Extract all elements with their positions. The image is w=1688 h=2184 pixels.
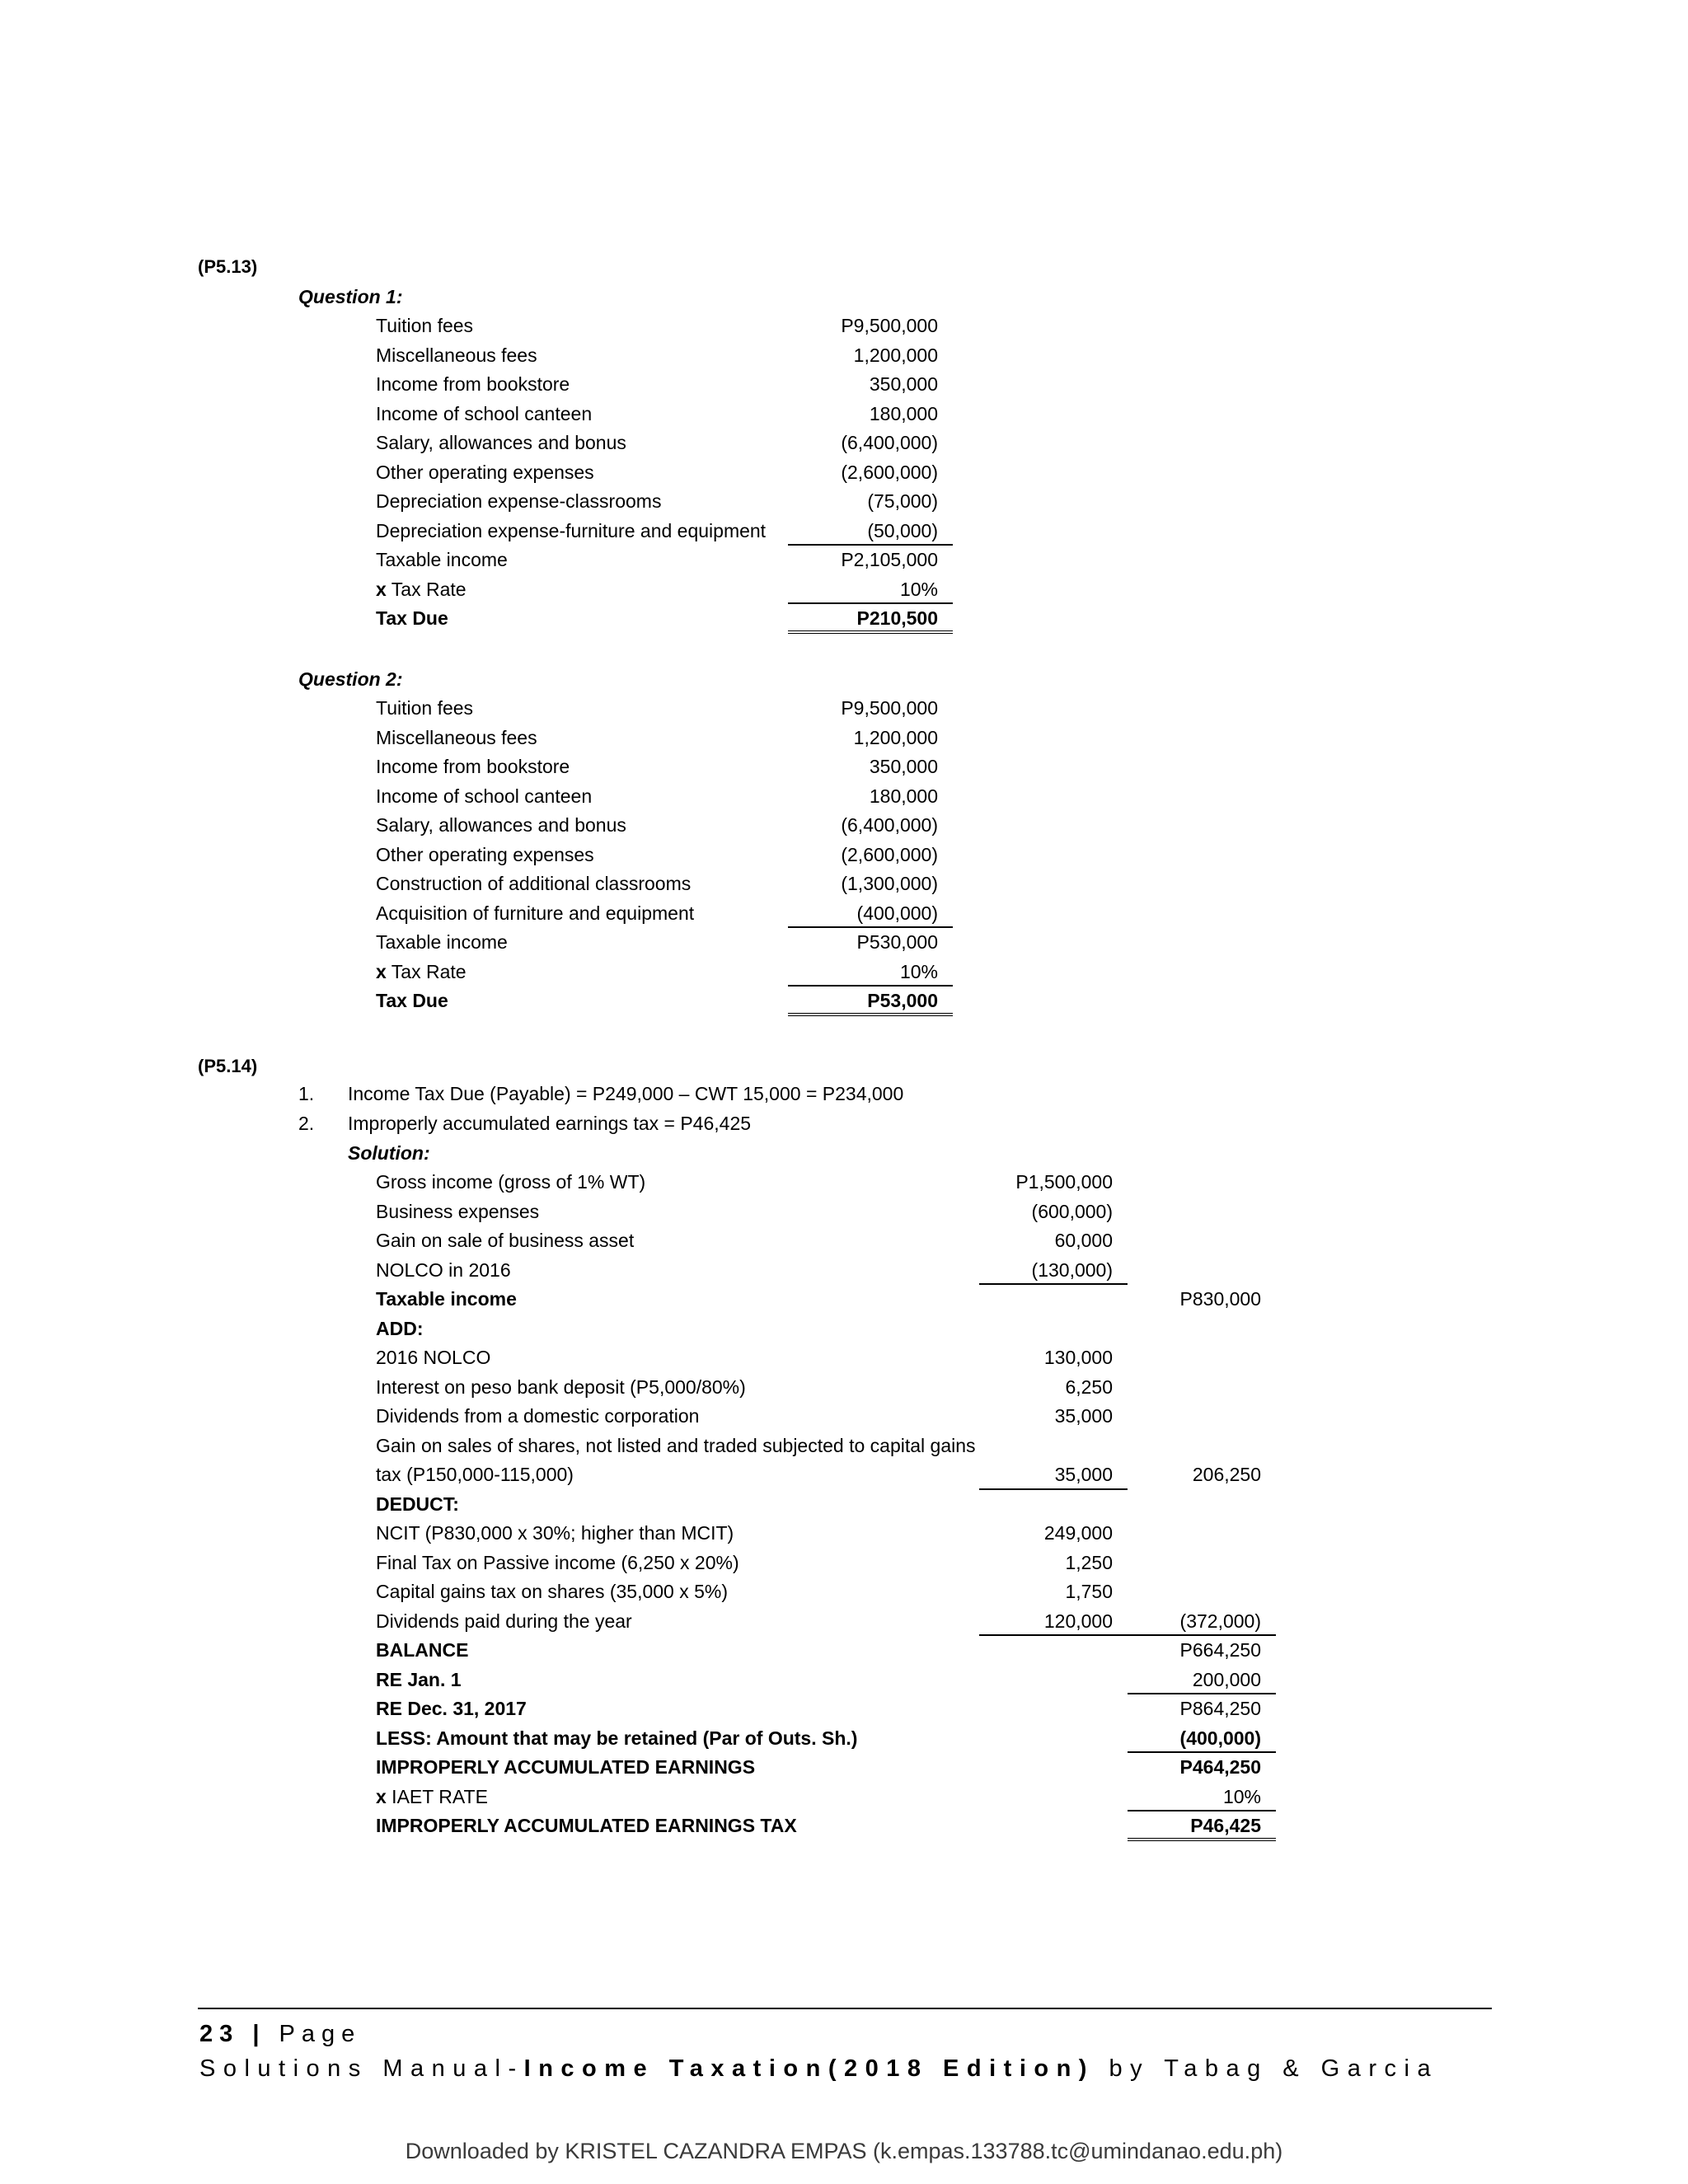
- question-1-title: Question 1:: [298, 286, 403, 307]
- table-row: Acquisition of furniture and equipment (400,000): [376, 899, 953, 929]
- table-row: Tuition fees P9,500,000: [376, 697, 938, 719]
- table-row: Dividends from a domestic corporation 35,000: [376, 1405, 1113, 1427]
- problem-label-p5-13: (P5.13): [198, 256, 258, 277]
- table-row: Construction of additional classrooms (1,300,000): [376, 873, 938, 894]
- table-row: Miscellaneous fees 1,200,000: [376, 726, 938, 748]
- table-row: Other operating expenses (2,600,000): [376, 843, 938, 865]
- solution-table: [376, 1168, 1282, 1841]
- table-row: RE Dec. 31, 2017 P864,250: [376, 1698, 1261, 1719]
- table-row: tax (P150,000-115,000) 35,000 206,250: [376, 1460, 1282, 1490]
- table-row: Income from bookstore 350,000: [376, 756, 938, 777]
- footer-divider: [198, 2008, 1492, 2009]
- table-row: Business expenses (600,000): [376, 1200, 1113, 1222]
- table-row: Gain on sale of business asset 60,000: [376, 1230, 1113, 1251]
- table-row: Final Tax on Passive income (6,250 x 20%) 1,250: [376, 1551, 1113, 1573]
- table-row: x Tax Rate 10%: [376, 575, 953, 605]
- table-row: BALANCE P664,250: [376, 1639, 1261, 1661]
- table-row: Depreciation expense-classrooms (75,000): [376, 490, 938, 512]
- table-row: Salary, allowances and bonus (6,400,000): [376, 814, 938, 836]
- table-row: Gain on sales of shares, not listed and traded subjected to capital gains: [376, 1434, 976, 1456]
- question-2-table: [376, 694, 953, 1016]
- table-row: Income from bookstore 350,000: [376, 373, 938, 395]
- table-row: NOLCO in 2016 (130,000): [376, 1256, 1282, 1286]
- table-row: Tax Due P210,500: [376, 604, 953, 634]
- table-row: DEDUCT:: [376, 1493, 459, 1515]
- table-row: ADD:: [376, 1317, 424, 1339]
- table-row: IMPROPERLY ACCUMULATED EARNINGS TAX P46,425: [376, 1811, 1282, 1841]
- table-row: Tuition fees P9,500,000: [376, 315, 938, 336]
- table-row: Dividends paid during the year 120,000 (372,000): [376, 1607, 1282, 1637]
- question-1-table: [376, 312, 953, 634]
- question-2-title: Question 2:: [298, 668, 403, 690]
- problem-label-p5-14: (P5.14): [198, 1056, 258, 1076]
- table-row: Income of school canteen 180,000: [376, 785, 938, 807]
- table-row: IMPROPERLY ACCUMULATED EARNINGS P464,250: [376, 1756, 1261, 1778]
- table-row: x IAET RATE 10%: [376, 1783, 1282, 1812]
- table-row: Taxable income P530,000: [376, 931, 938, 953]
- table-row: 2016 NOLCO 130,000: [376, 1347, 1113, 1368]
- solution-title: Solution:: [348, 1142, 430, 1164]
- table-row: NCIT (P830,000 x 30%; higher than MCIT) 249,000: [376, 1522, 1113, 1544]
- page-number-footer: 23 | Page: [199, 2021, 362, 2047]
- table-row: Taxable income P2,105,000: [376, 549, 938, 570]
- document-page: (P5.13) Question 1: Tuition fees P9,500,000 Miscellaneous fees 1,200,000 Income from bookstore 350,000 Income of school canteen 180,000 Salary, allowances and bonus (6,400,000) Other operating expenses (2,600,000) Depreciation expense-classrooms (75,000) Depreciation expense-furniture and equipment (50,000) Taxable income P2,105,000 x Tax Rate 10% Tax Due P210,500 Question 2: Tuition fees P9,500,000 Miscellaneous fees 1,200,000 Income from bookstore 350,000 Income of school canteen 180,000 Salary, allowances and bonus (6,400,000) Other operating expenses (2,600,000) Construction of additional classrooms (1,300,000) Acquisition of furniture and equipment (400,000) Taxable income P530,000 x Tax Rate 10% Tax Due P53,000 (P5.14) 1. Income Tax Due (Payable) = P249,000 – CWT 15,000 = P234,000 2. Improperly accumulated earnings tax = P46,425 Solution: Gross income (gross of 1% WT) P1,500,000 Business expenses (600,000) Gain on sale of business asset 60,000 NOLCO in 2016 (130,000) Taxable income P830,000 ADD: 2016 NOLCO 130,000 Interest on peso bank deposit (P5,000/80%) 6,250 Dividends from a domestic corporation 35,000 Gain on sales of shares, not listed and traded subjected to capital gains tax (P150,000-115,000) 35,000 206,250 DEDUCT: NCIT (P830,000 x 30%; higher than MCIT) 249,000 Final Tax on Passive income (6,250 x 20%) 1,250 Capital gains tax on shares (35,000 x 5%) 1,750 Dividends paid during the year 120,000 (372,000) BALANCE P664,250 RE Jan. 1 200,000 RE Dec. 31, 2017 P864,250 LESS: Amount that may be retained (Par of Outs. Sh.) (400,000) IMPROPERLY ACCUMULATED EARNINGS P464,250 x IAET RATE 10% IMPROPERLY ACCUMULATED EARNINGS TAX P46,425 23 | Page Solutions Manual-Income Taxation(2018 Edition) by Tabag & Garcia Downloaded by KRISTEL CAZANDRA EMPAS (k.empas.133788.tc@umindanao.edu.ph): [0, 0, 1688, 2184]
- table-row: Income of school canteen 180,000: [376, 402, 938, 424]
- table-row: Depreciation expense-furniture and equipment (50,000): [376, 517, 953, 546]
- table-row: Gross income (gross of 1% WT) P1,500,000: [376, 1171, 1113, 1193]
- table-row: RE Jan. 1 200,000: [376, 1666, 1282, 1695]
- table-row: LESS: Amount that may be retained (Par of Outs. Sh.) (400,000): [376, 1724, 1282, 1754]
- table-row: x Tax Rate 10%: [376, 958, 953, 987]
- table-row: Capital gains tax on shares (35,000 x 5%) 1,750: [376, 1581, 1113, 1602]
- table-row: Tax Due P53,000: [376, 987, 953, 1016]
- download-notice: Downloaded by KRISTEL CAZANDRA EMPAS (k.empas.133788.tc@umindanao.edu.ph): [405, 2139, 1283, 2163]
- table-row: Miscellaneous fees 1,200,000: [376, 344, 938, 366]
- table-row: Taxable income P830,000: [376, 1288, 1261, 1310]
- table-row: Interest on peso bank deposit (P5,000/80%) 6,250: [376, 1376, 1113, 1398]
- table-row: Salary, allowances and bonus (6,400,000): [376, 432, 938, 453]
- book-title-footer: Solutions Manual-Income Taxation(2018 Edition) by Tabag & Garcia: [199, 2055, 1439, 2082]
- table-row: Other operating expenses (2,600,000): [376, 461, 938, 483]
